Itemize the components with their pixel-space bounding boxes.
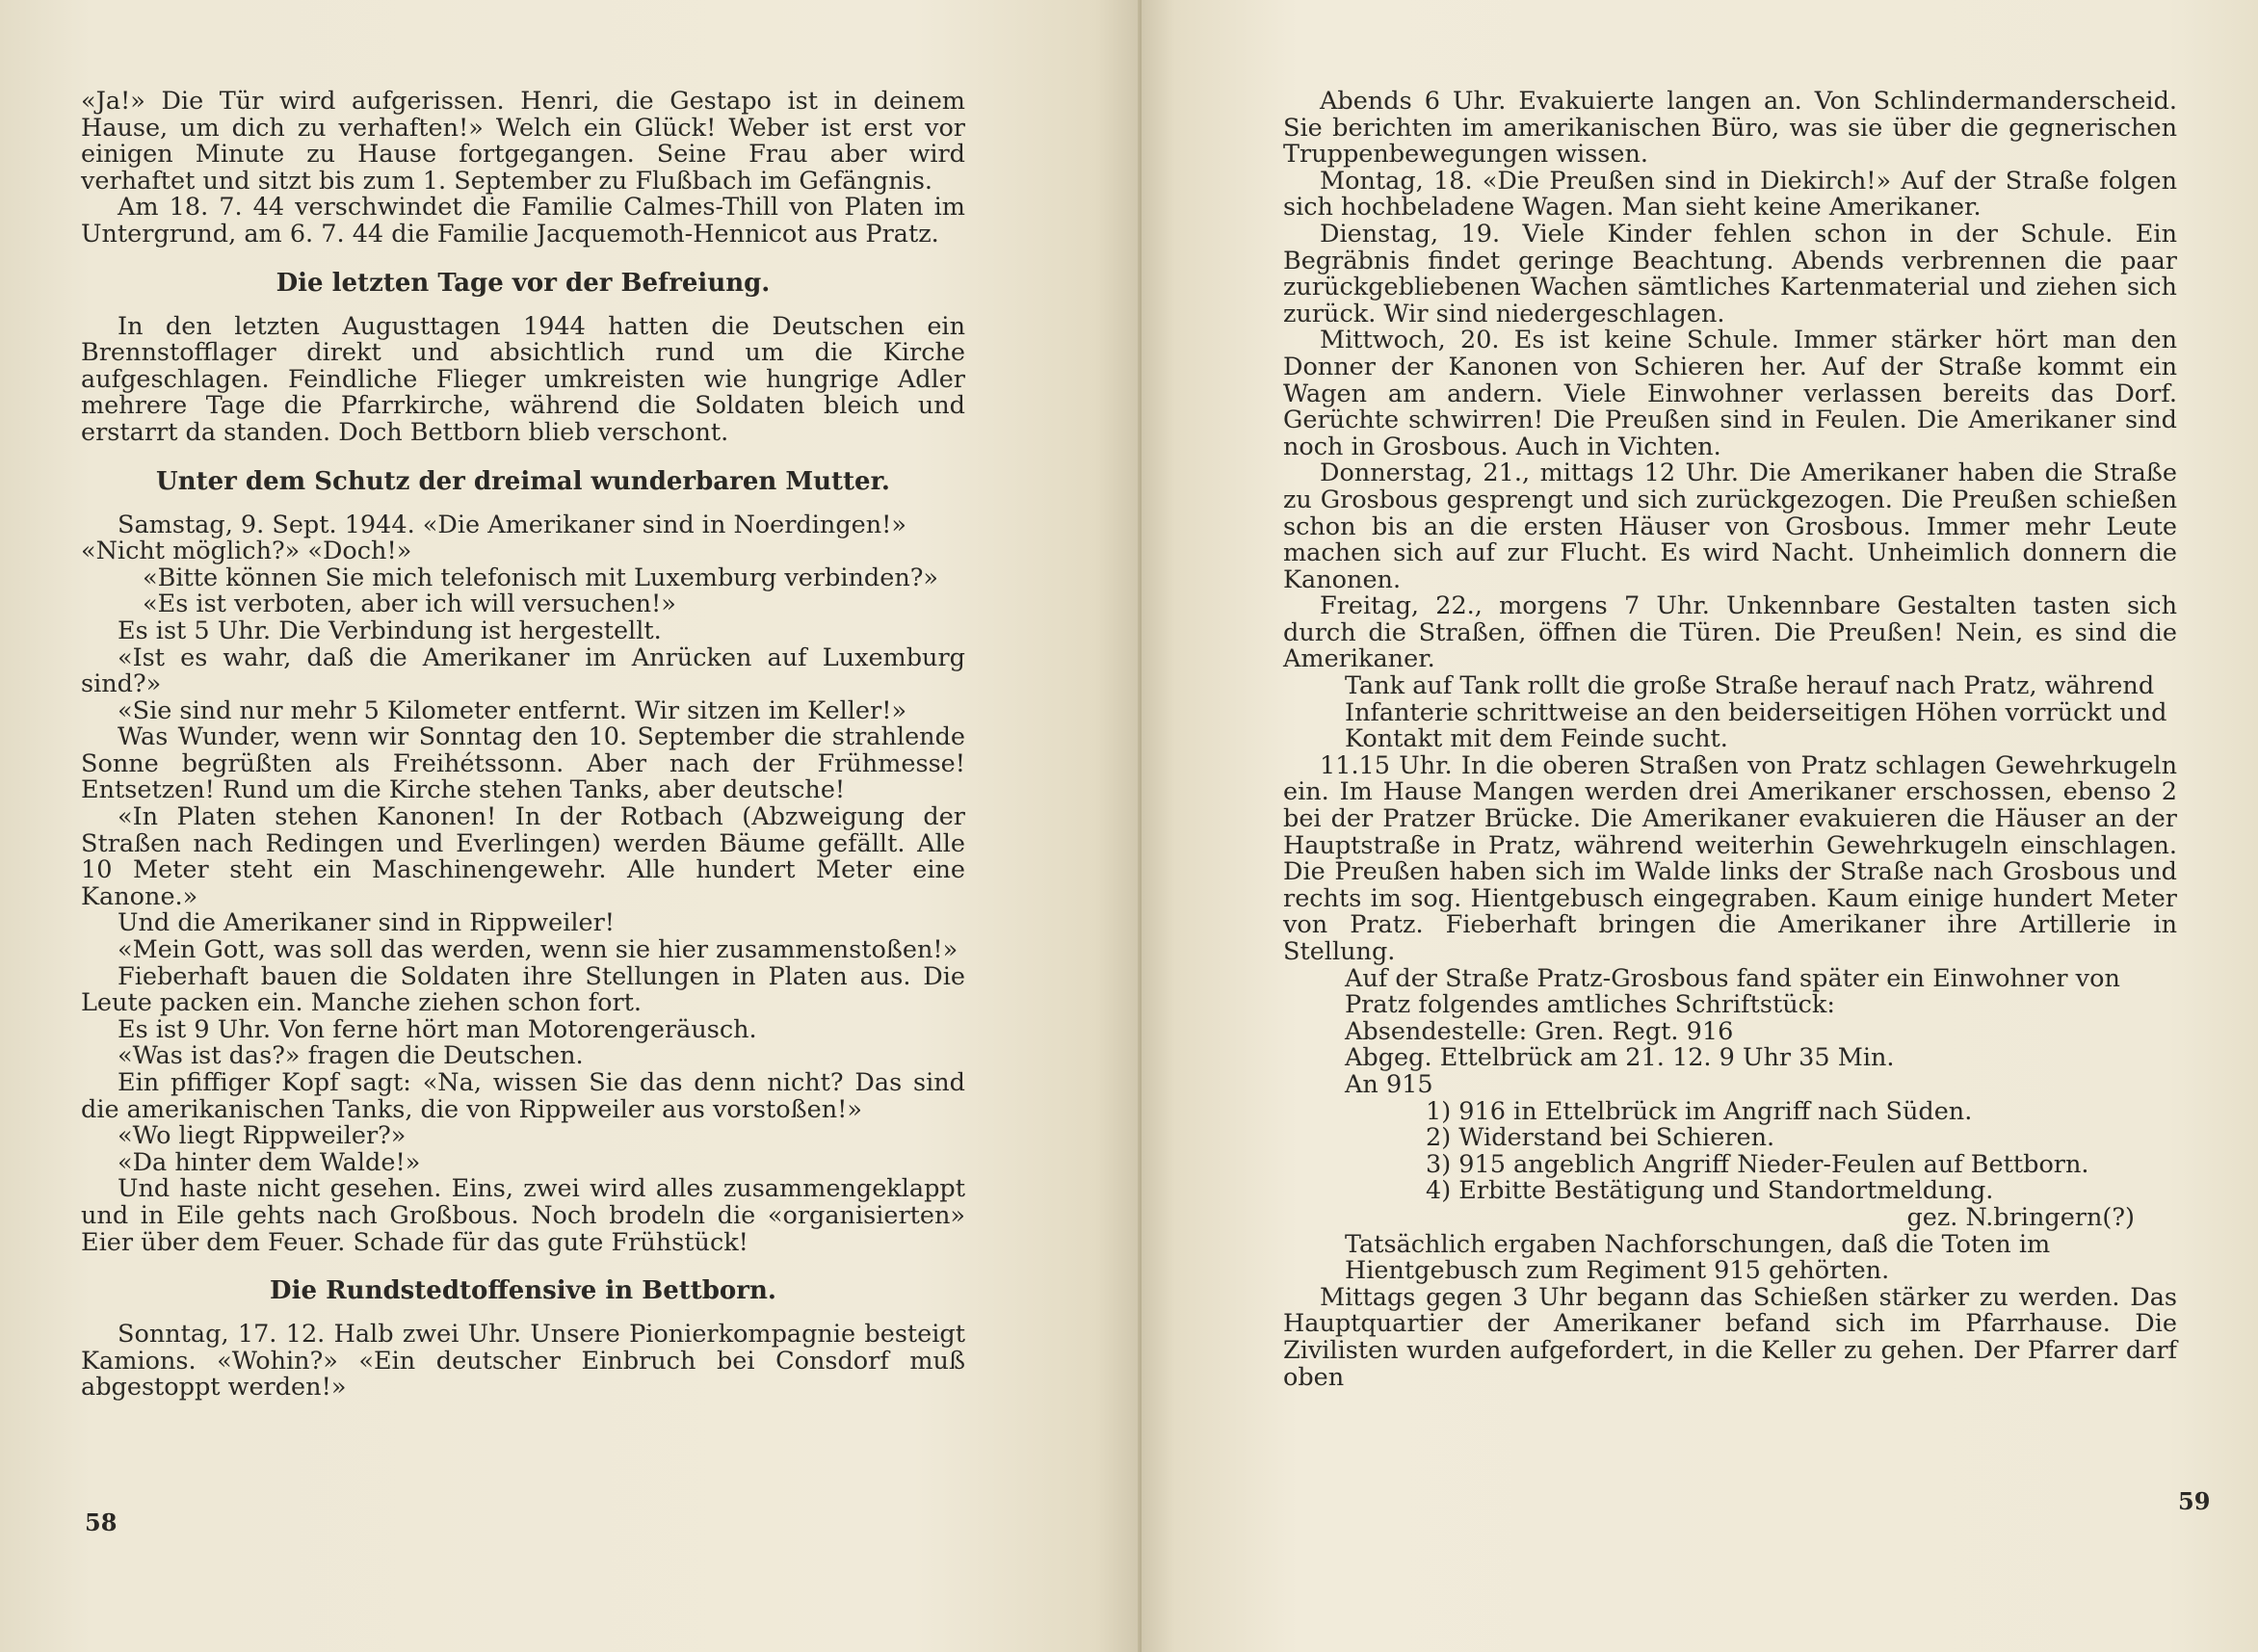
paragraph: Abgeg. Ettelbrück am 21. 12. 9 Uhr 35 Min. xyxy=(1345,1043,1895,1073)
left-block-1 xyxy=(81,89,965,249)
paragraph: «Es ist verboten, aber ich will versuchen!» xyxy=(143,590,676,619)
paragraph: Mittwoch, 20. Es ist keine Schule. Immer stärker hört man den Donner der Kanonen von Schieren her. Auf der Straße kommt ein Wagen am andern. Viele Einwohner verlassen bereits das Dorf. Gerüchte schwirren! Die Preußen sind in Feulen. Die Amerikaner sind noch in Grosbous. Auch in Vichten. xyxy=(1283,326,2177,461)
paragraph: gez. N.bringern(?) xyxy=(1906,1202,2135,1232)
left-page-text xyxy=(81,89,965,1402)
paragraph: Tank auf Tank rollt die große Straße herauf nach Pratz, während Infanterie schrittweise an den beiderseitigen Höhen vorrückt und Kontakt mit dem Feinde sucht. xyxy=(1345,671,2167,754)
left-block-3 xyxy=(81,512,965,1257)
paragraph: Ein pfiffiger Kopf sagt: «Na, wissen Sie das denn nicht? Das sind die amerikanischen Tanks, die von Rippweiler aus vorstoßen!» xyxy=(81,1068,965,1124)
paragraph: Dienstag, 19. Viele Kinder fehlen schon in der Schule. Ein Begräbnis findet geringe Beachtung. Abends verbrennen die paar zurückgebliebenen Wachen sämtliches Kartenmaterial und ziehen sich zurück. Wir sind niedergeschlagen. xyxy=(1283,219,2177,328)
paragraph: Samstag, 9. Sept. 1944. «Die Amerikaner sind in Noerdingen!» xyxy=(118,510,907,539)
paragraph: In den letzten Augusttagen 1944 hatten die Deutschen ein Brennstofflager direkt und absichtlich rund um die Kirche aufgeschlagen. Feindliche Flieger umkreisten wie hungrige Adler mehrere Tage die Pfarrkirche, während die Soldaten bleich und erstarrt da standen. Doch Bettborn blieb verschont. xyxy=(81,311,965,447)
paragraph: Sonntag, 17. 12. Halb zwei Uhr. Unsere Pionierkompagnie besteigt Kamions. «Wohin?» «Ein deutscher Einbruch bei Consdorf muß abgestoppt werden!» xyxy=(81,1320,965,1403)
paragraph: An 915 xyxy=(1345,1069,1433,1099)
paragraph: 3) 915 angeblich Angriff Nieder-Feulen auf Bettborn. xyxy=(1426,1149,2089,1179)
paragraph: Tatsächlich ergaben Nachforschungen, daß die Toten im Hientgebusch zum Regiment 915 gehörten. xyxy=(1345,1229,2051,1286)
paragraph: Es ist 9 Uhr. Von ferne hört man Motorengeräusch. xyxy=(118,1014,757,1044)
paragraph: Abends 6 Uhr. Evakuierte langen an. Von Schlindermanderscheid. Sie berichten im amerikanischen Büro, was sie über die gegnerischen Truppenbewegungen wissen. xyxy=(1283,87,2177,170)
left-block-4 xyxy=(81,1322,965,1402)
paragraph: Es ist 5 Uhr. Die Verbindung ist hergestellt. xyxy=(118,616,662,645)
paragraph: Mittags gegen 3 Uhr begann das Schießen stärker zu werden. Das Hauptquartier der Amerikaner befand sich im Pfarrhause. Die Zivilisten wurden aufgefordert, in die Keller zu gehen. Der Pfarrer darf oben xyxy=(1283,1282,2177,1392)
paragraph: 2) Widerstand bei Schieren. xyxy=(1426,1123,1775,1153)
right-block xyxy=(1283,89,2177,1391)
section-heading-offensive: Die Rundstedtoffensive in Bettborn. xyxy=(270,1276,776,1306)
paragraph: Montag, 18. «Die Preußen sind in Diekirch!» Auf der Straße folgen sich hochbeladene Wagen. Man sieht keine Amerikaner. xyxy=(1283,166,2177,223)
paragraph: «In Platen stehen Kanonen! In der Rotbach (Abzweigung der Straßen nach Redingen und Everlingen) werden Bäume gefällt. Alle 10 Meter steht ein Maschinengewehr. Alle hundert Meter eine Kanone.» xyxy=(81,802,965,911)
paragraph: Am 18. 7. 44 verschwindet die Familie Calmes-Thill von Platen im Untergrund, am 6. 7. 44 die Familie Jacquemoth-Hennicot aus Pratz. xyxy=(81,193,965,249)
page-number-left: 58 xyxy=(85,1508,118,1536)
paragraph: «Mein Gott, was soll das werden, wenn sie hier zusammenstoßen!» xyxy=(118,935,958,965)
paragraph: 4) Erbitte Bestätigung und Standortmeldung. xyxy=(1426,1176,1994,1206)
paragraph: 11.15 Uhr. In die oberen Straßen von Pratz schlagen Gewehrkugeln ein. Im Hause Mangen werden drei Amerikaner erschossen, ebenso 2 bei der Pratzer Brücke. Die Amerikaner evakuieren die Häuser an der Hauptstraße in Pratz, während weiterhin Gewehrkugeln einschlagen. Die Preußen haben sich im Walde links der Straße nach Grosbous und rechts im sog. Hientgebusch eingegraben. Kaum einige hundert Meter von Pratz. Fieberhaft bringen die Amerikaner ihre Artillerie in Stellung. xyxy=(1283,750,2177,966)
paragraph: Donnerstag, 21., mittags 12 Uhr. Die Amerikaner haben die Straße zu Grosbous gesprengt und sich zurückgezogen. Die Preußen schießen schon bis an die ersten Häuser von Grosbous. Immer mehr Leute machen sich auf zur Flucht. Es wird Nacht. Unheimlich donnern die Kanonen. xyxy=(1283,459,2177,594)
paragraph: «Da hinter dem Walde!» xyxy=(118,1147,421,1177)
paragraph: «Ja!» Die Tür wird aufgerissen. Henri, die Gestapo ist in deinem Hause, um dich zu verhaften!» Welch ein Glück! Weber ist erst vor einigen Minute zu Hause fortgegangen. Seine Frau aber wird verhaftet und sitzt bis zum 1. September zu Flußbach im Gefängnis. xyxy=(81,87,965,196)
section-heading-liberation: Die letzten Tage vor der Befreiung. xyxy=(276,268,771,298)
paragraph: «Wo liegt Rippweiler?» xyxy=(118,1121,407,1151)
paragraph: «Was ist das?» fragen die Deutschen. xyxy=(118,1041,584,1071)
paragraph: «Bitte können Sie mich telefonisch mit Luxemburg verbinden?» xyxy=(143,563,939,592)
paragraph: Fieberhaft bauen die Soldaten ihre Stellungen in Platen aus. Die Leute packen ein. Manche ziehen schon fort. xyxy=(81,961,965,1018)
paragraph: «Sie sind nur mehr 5 Kilometer entfernt. Wir sitzen im Keller!» xyxy=(118,695,907,725)
paragraph: Und die Amerikaner sind in Rippweiler! xyxy=(118,908,616,938)
paragraph: 1) 916 in Ettelbrück im Angriff nach Süden. xyxy=(1426,1096,1973,1126)
page-number-right: 59 xyxy=(2178,1487,2211,1515)
paragraph: «Ist es wahr, daß die Amerikaner im Anrücken auf Luxemburg sind?» xyxy=(81,642,965,699)
section-heading-mother: Unter dem Schutz der dreimal wunderbaren Mutter. xyxy=(156,466,890,496)
paragraph: Freitag, 22., morgens 7 Uhr. Unkennbare Gestalten tasten sich durch die Straßen, öffnen die Türen. Die Preußen! Nein, es sind die Amerikaner. xyxy=(1283,591,2177,674)
paragraph: Absendestelle: Gren. Regt. 916 xyxy=(1345,1016,1734,1046)
left-block-2 xyxy=(81,311,965,447)
right-page-text xyxy=(1283,89,2177,1391)
paragraph: Was Wunder, wenn wir Sonntag den 10. September die strahlende Sonne begrüßten als Freihétssonn. Aber nach der Frühmesse! Entsetzen! Rund um die Kirche stehen Tanks, aber deutsche! xyxy=(81,722,965,805)
paragraph: Und haste nicht gesehen. Eins, zwei wird alles zusammengeklappt und in Eile gehts nach Großbous. Noch brodeln die «organisierten» Eier über dem Feuer. Schade für das gute Frühstück! xyxy=(81,1174,965,1257)
paragraph: «Nicht möglich?» «Doch!» xyxy=(81,537,412,566)
right-page xyxy=(1142,0,2258,1652)
paragraph: Auf der Straße Pratz-Grosbous fand später ein Einwohner von Pratz folgendes amtliches Schriftstück: xyxy=(1345,963,2120,1020)
